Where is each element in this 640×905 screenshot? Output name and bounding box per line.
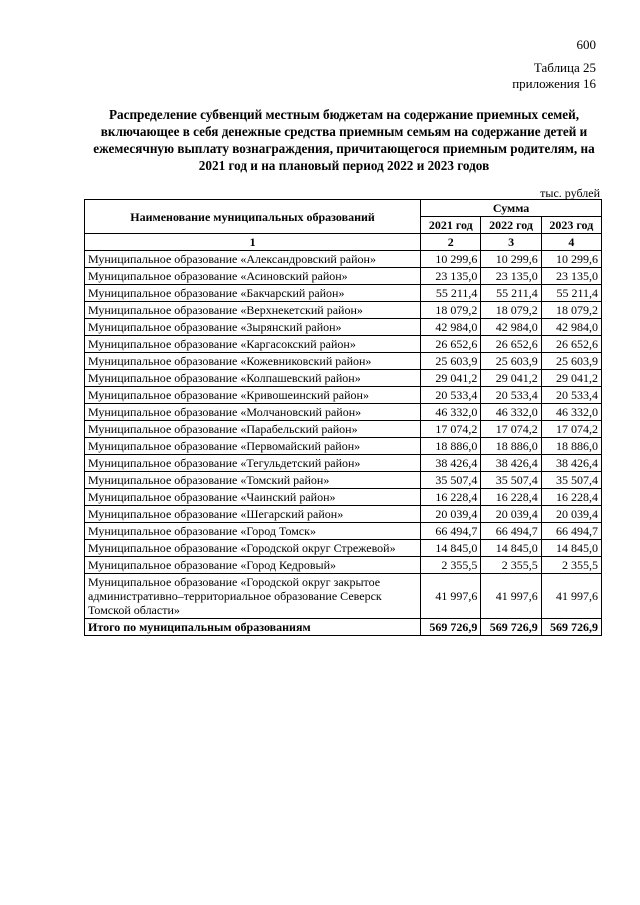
municipality-name: Муниципальное образование «Молчановский район» — [85, 404, 421, 421]
year-2023-header: 2023 год — [541, 217, 601, 234]
year-2022-header: 2022 год — [481, 217, 541, 234]
municipality-name: Муниципальное образование «Асиновский район» — [85, 268, 421, 285]
document-title: Распределение субвенций местным бюджетам на содержание приемных семей, включающее в себя денежные средства приемным семьям на содержание детей и ежемесячную выплату вознаграждения, причитающегося приемным родителям, на 2021 год и на плановый период 2022 и 2023 годов — [93, 107, 595, 173]
table-row — [85, 285, 602, 302]
total-label: Итого по муниципальным образованиям — [85, 619, 421, 636]
total-2023: 569 726,9 — [541, 619, 601, 636]
municipality-name: Муниципальное образование «Парабельский район» — [85, 421, 421, 438]
units-label: тыс. рублей — [540, 186, 600, 200]
value-2022: 18 886,0 — [481, 438, 541, 455]
value-2023: 42 984,0 — [541, 319, 601, 336]
table-row — [85, 489, 602, 506]
municipality-name: Муниципальное образование «Верхнекетский район» — [85, 302, 421, 319]
value-2022: 42 984,0 — [481, 319, 541, 336]
value-2021: 23 135,0 — [421, 268, 481, 285]
municipality-name: Муниципальное образование «Колпашевский район» — [85, 370, 421, 387]
value-2023: 29 041,2 — [541, 370, 601, 387]
value-2021: 26 652,6 — [421, 336, 481, 353]
value-2023: 23 135,0 — [541, 268, 601, 285]
table-row — [85, 421, 602, 438]
value-2022: 29 041,2 — [481, 370, 541, 387]
header-row — [85, 200, 602, 217]
value-2021: 17 074,2 — [421, 421, 481, 438]
table-row — [85, 387, 602, 404]
table-row — [85, 268, 602, 285]
table-row — [85, 438, 602, 455]
value-2021: 25 603,9 — [421, 353, 481, 370]
table-row — [85, 251, 602, 268]
value-2022: 17 074,2 — [481, 421, 541, 438]
value-2022: 25 603,9 — [481, 353, 541, 370]
value-2021: 46 332,0 — [421, 404, 481, 421]
value-2021: 18 886,0 — [421, 438, 481, 455]
value-2023: 17 074,2 — [541, 421, 601, 438]
value-2023: 10 299,6 — [541, 251, 601, 268]
table-row — [85, 557, 602, 574]
municipality-name: Муниципальное образование «Первомайский район» — [85, 438, 421, 455]
value-2022: 55 211,4 — [481, 285, 541, 302]
value-2021: 35 507,4 — [421, 472, 481, 489]
value-2023: 20 039,4 — [541, 506, 601, 523]
name-column-header: Наименование муниципальных образований — [85, 200, 421, 234]
value-2021: 55 211,4 — [421, 285, 481, 302]
table-row — [85, 540, 602, 557]
table-row — [85, 319, 602, 336]
value-2021: 41 997,6 — [421, 574, 481, 619]
value-2023: 18 886,0 — [541, 438, 601, 455]
value-2021: 38 426,4 — [421, 455, 481, 472]
value-2023: 35 507,4 — [541, 472, 601, 489]
total-row — [85, 619, 602, 636]
table-row — [85, 506, 602, 523]
value-2022: 16 228,4 — [481, 489, 541, 506]
table-row — [85, 336, 602, 353]
municipality-name: Муниципальное образование «Городской округ Стрежевой» — [85, 540, 421, 557]
municipality-name: Муниципальное образование «Город Томск» — [85, 523, 421, 540]
total-2021: 569 726,9 — [421, 619, 481, 636]
sum-column-header: Сумма — [421, 200, 602, 217]
municipality-name: Муниципальное образование «Кривошеинский район» — [85, 387, 421, 404]
municipality-name: Муниципальное образование «Тегульдетский район» — [85, 455, 421, 472]
value-2021: 10 299,6 — [421, 251, 481, 268]
table-row — [85, 370, 602, 387]
municipality-name: Муниципальное образование «Чаинский район» — [85, 489, 421, 506]
value-2022: 20 039,4 — [481, 506, 541, 523]
value-2023: 55 211,4 — [541, 285, 601, 302]
value-2023: 16 228,4 — [541, 489, 601, 506]
column-index: 4 — [541, 234, 601, 251]
municipality-name: Муниципальное образование «Томский район» — [85, 472, 421, 489]
value-2022: 41 997,6 — [481, 574, 541, 619]
municipality-name: Муниципальное образование «Александровский район» — [85, 251, 421, 268]
municipality-name: Муниципальное образование «Город Кедровый» — [85, 557, 421, 574]
value-2021: 16 228,4 — [421, 489, 481, 506]
appendix-reference — [512, 60, 596, 92]
table-row — [85, 472, 602, 489]
municipality-name: Муниципальное образование «Шегарский район» — [85, 506, 421, 523]
value-2022: 20 533,4 — [481, 387, 541, 404]
subvention-table — [84, 199, 602, 636]
value-2022: 26 652,6 — [481, 336, 541, 353]
municipality-name: Муниципальное образование «Бакчарский район» — [85, 285, 421, 302]
value-2021: 14 845,0 — [421, 540, 481, 557]
value-2023: 14 845,0 — [541, 540, 601, 557]
municipality-name: Муниципальное образование «Зырянский район» — [85, 319, 421, 336]
value-2021: 20 039,4 — [421, 506, 481, 523]
table-row — [85, 574, 602, 619]
value-2023: 66 494,7 — [541, 523, 601, 540]
value-2021: 20 533,4 — [421, 387, 481, 404]
value-2022: 46 332,0 — [481, 404, 541, 421]
value-2022: 23 135,0 — [481, 268, 541, 285]
municipality-name: Муниципальное образование «Кожевниковский район» — [85, 353, 421, 370]
value-2021: 66 494,7 — [421, 523, 481, 540]
value-2023: 46 332,0 — [541, 404, 601, 421]
value-2023: 38 426,4 — [541, 455, 601, 472]
value-2023: 41 997,6 — [541, 574, 601, 619]
page-number: 600 — [576, 37, 596, 52]
table-row — [85, 353, 602, 370]
municipality-name: Муниципальное образование «Городской округ закрытое административно–территориальное образование Северск Томской области» — [85, 574, 421, 619]
value-2022: 66 494,7 — [481, 523, 541, 540]
table-row — [85, 523, 602, 540]
column-index: 3 — [481, 234, 541, 251]
appendix-number: приложения 16 — [512, 76, 596, 91]
table-number: Таблица 25 — [533, 60, 596, 75]
value-2023: 2 355,5 — [541, 557, 601, 574]
value-2023: 26 652,6 — [541, 336, 601, 353]
table-row — [85, 404, 602, 421]
value-2021: 42 984,0 — [421, 319, 481, 336]
column-index: 2 — [421, 234, 481, 251]
value-2022: 38 426,4 — [481, 455, 541, 472]
value-2022: 10 299,6 — [481, 251, 541, 268]
value-2021: 29 041,2 — [421, 370, 481, 387]
value-2022: 2 355,5 — [481, 557, 541, 574]
value-2022: 14 845,0 — [481, 540, 541, 557]
value-2022: 18 079,2 — [481, 302, 541, 319]
table-row — [85, 302, 602, 319]
year-2021-header: 2021 год — [421, 217, 481, 234]
value-2023: 25 603,9 — [541, 353, 601, 370]
value-2022: 35 507,4 — [481, 472, 541, 489]
table-row — [85, 455, 602, 472]
value-2023: 18 079,2 — [541, 302, 601, 319]
value-2021: 18 079,2 — [421, 302, 481, 319]
column-index-row — [85, 234, 602, 251]
table-body — [85, 251, 602, 619]
value-2021: 2 355,5 — [421, 557, 481, 574]
value-2023: 20 533,4 — [541, 387, 601, 404]
total-2022: 569 726,9 — [481, 619, 541, 636]
municipality-name: Муниципальное образование «Каргасокский район» — [85, 336, 421, 353]
column-index: 1 — [85, 234, 421, 251]
